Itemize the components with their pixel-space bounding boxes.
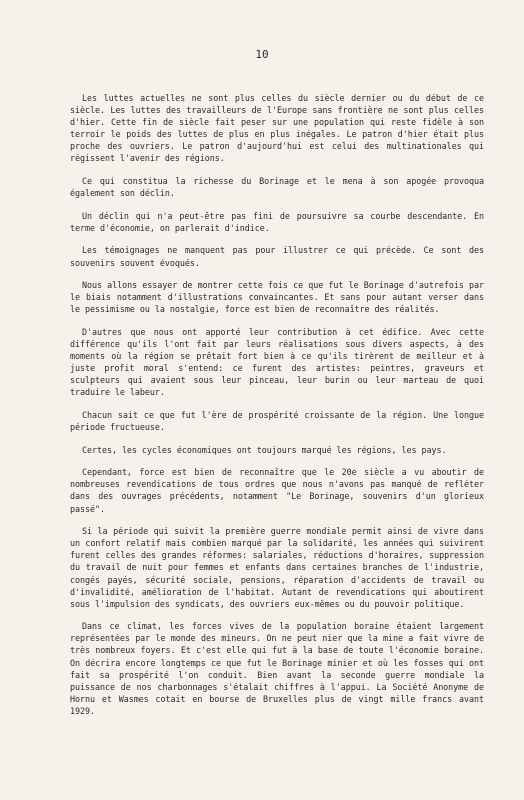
paragraph-2: Ce qui constitua la richesse du Borinage et le mena à son apogée provoqua également son déclin.	[70, 176, 484, 199]
paragraph-11: Dans ce climat, les forces vives de la population boraine étaient largement représentées par le monde des mineurs. On ne peut nier que la mine a fait vivre de très nombreux foyers. Et c'est elle qui fut à la base de toute l'économie boraine. On décrira encore longtemps ce que fut le Borinage minier et où les fosses qui ont fait sa prospérité l'on conduit. Bien avant la seconde guerre mondiale la puissance de nos charbonnages s'étalait chiffres à l'appui. La Société Anonyme de Hornu et Wasmes cotait en bourse de Bruxelles plus de vingt mille francs avant 1929.	[70, 621, 484, 716]
paragraph-4: Les témoignages ne manquent pas pour illustrer ce qui précède. Ce sont des souvenirs souvent évoqués.	[70, 245, 484, 268]
paragraph-6: D'autres que nous ont apporté leur contribution à cet édifice. Avec cette différence qu'ils l'ont fait par leurs réalisations sous divers aspects, à des moments où la région se prêtait fort bien à ce qu'ils tirèrent de meilleur et à juste profit moral s'entend: ce furent des artistes: peintres, graveurs et sculpteurs qui avaient sous leur pinceau, leur burin ou leur marteau de quoi traduire le labeur.	[70, 326, 484, 398]
page-number: 10	[255, 48, 269, 61]
body-text	[70, 92, 484, 728]
paragraph-8: Certes, les cycles économiques ont toujours marqué les régions, les pays.	[82, 444, 447, 455]
paragraph-9: Cependant, force est bien de reconnaître que le 20e siècle a vu aboutir de nombreuses revendications de tous ordres que nous n'avons pas manqué de refléter dans des ouvrages précédents, notamment "Le Borinage, souvenirs d'un glorieux passé".	[70, 467, 484, 514]
paragraph-7: Chacun sait ce que fut l'ère de prospérité croissante de la région. Une longue période fructueuse.	[70, 409, 484, 433]
paragraph-1: Les luttes actuelles ne sont plus celles du siècle dernier ou du début de ce siècle. Les luttes des travailleurs de l'Europe sans frontière ne sont plus celles d'hier. Cette fin de siècle fait peser sur une population qui reste fidèle à son terroir le poids des luttes de plus en plus inégales. Le patron d'hier était plus proche des ouvriers. Le patron d'aujourd'hui est celui des multinationales qui régissent l'avenir des régions.	[70, 93, 484, 164]
paragraph-5: Nous allons essayer de montrer cette fois ce que fut le Borinage d'autrefois par le biais notamment d'illustrations convaincantes. Et sans pour autant verser dans le pessimisme ou la nostalgie, force est bien de reconnaître des réalités.	[70, 280, 484, 315]
paragraph-10: Si la période qui suivit la première guerre mondiale permit ainsi de vivre dans un confort relatif mais combien marqué par la solidarité, les années qui suivirent furent celles des grandes réformes: salariales, réductions d'horaires, suppression du travail de nuit pour femmes et enfants dans certaines branches de l'industrie, congés payés, sécurité sociale, pensions, réparation d'accidents de travail ou d'invalidité, amélioration de l'habitat. Autant de revendications qui aboutirent sous l'impulsion des syndicats, des ouvriers eux-mêmes ou du pouvoir politique.	[70, 526, 484, 609]
paragraph-3: Un déclin qui n'a peut-être pas fini de poursuivre sa courbe descendante. En terme d'économie, on parlerait d'indice.	[70, 210, 484, 233]
